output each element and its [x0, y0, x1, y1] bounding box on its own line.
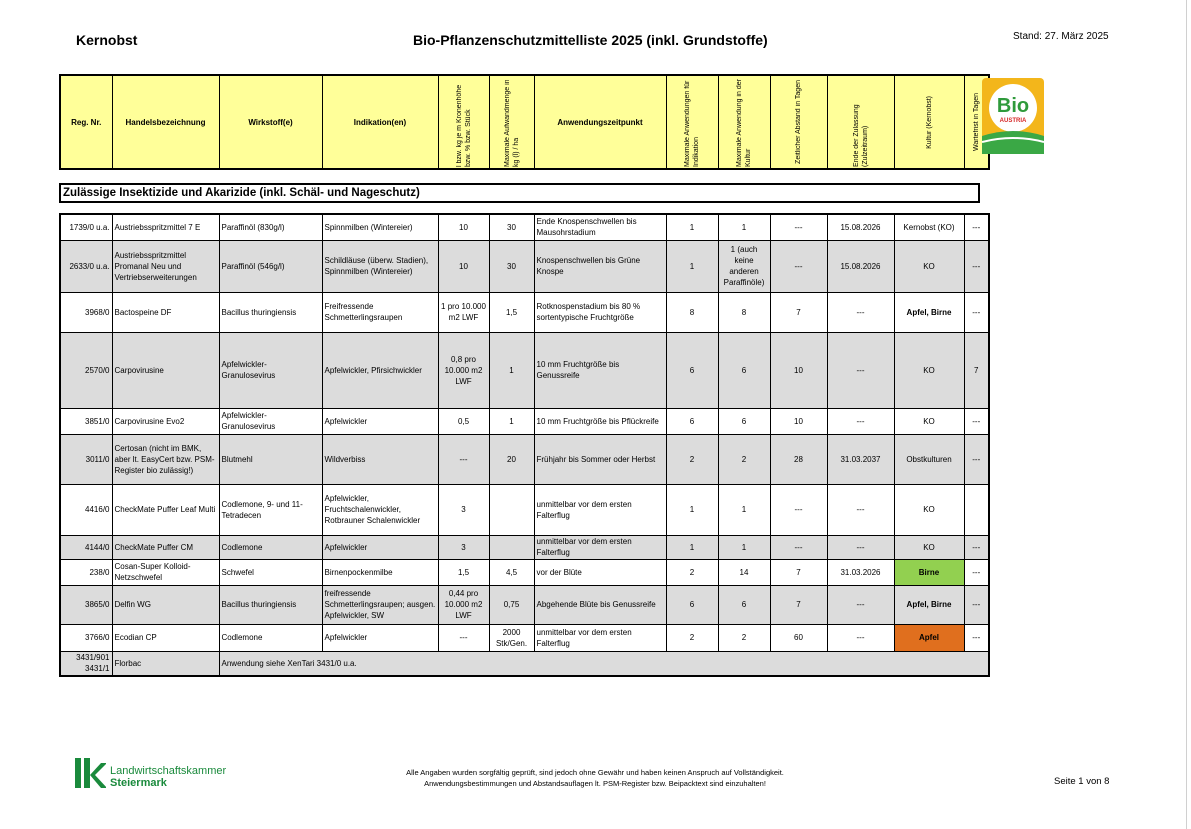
lk-logo-icon: [74, 757, 106, 794]
max-crop: 6: [718, 332, 770, 408]
dose: 0,44 pro 10.000 m2 LWF: [438, 585, 489, 624]
dose: 1 pro 10.000 m2 LWF: [438, 292, 489, 332]
active-substance: Paraffinöl (830g/l): [219, 214, 322, 240]
column-header-table: [59, 74, 990, 170]
max-indication: 1: [666, 214, 718, 240]
section-heading: Zulässige Insektizide und Akarizide (inkl. Schäl- und Nageschutz): [59, 183, 980, 203]
active-substance: Bacillus thuringiensis: [219, 292, 322, 332]
culture: KO: [894, 240, 964, 292]
col-interval: Zeitlicher Abstand in Tagen: [770, 75, 827, 169]
table-row: [60, 624, 989, 651]
interval: ---: [770, 214, 827, 240]
waiting-period: ---: [964, 434, 989, 484]
approval-end: ---: [827, 484, 894, 535]
page-edge-line: [1186, 0, 1187, 829]
culture: Kernobst (KO): [894, 214, 964, 240]
usage-note: Anwendung siehe XenTari 3431/0 u.a.: [219, 651, 989, 676]
indication: Apfelwickler, Fruchtschalenwickler, Rotbrauner Schalenwickler: [322, 484, 438, 535]
reg-nr: 3011/0: [60, 434, 112, 484]
table-row: [60, 585, 989, 624]
col-max-amount: Maximale Aufwandmenge in kg (l) / ha: [489, 75, 534, 169]
max-amount: 30: [489, 214, 534, 240]
indication: Apfelwickler: [322, 535, 438, 559]
max-indication: 1: [666, 484, 718, 535]
reg-nr: 3968/0: [60, 292, 112, 332]
max-crop: 8: [718, 292, 770, 332]
interval: 10: [770, 408, 827, 434]
col-indication: Indikation(en): [322, 75, 438, 169]
approval-end: ---: [827, 535, 894, 559]
col-culture: Kultur (Kernobst): [894, 75, 964, 169]
svg-text:Bio: Bio: [996, 95, 1030, 117]
indication: Spinnmilben (Wintereier): [322, 214, 438, 240]
timing: unmittelbar vor dem ersten Falterflug: [534, 624, 666, 651]
footer-line1: Alle Angaben wurden sorgfältig geprüft, sind jedoch ohne Gewähr und haben keinen Anspruch auf Vollständigkeit.: [406, 768, 784, 777]
interval: 7: [770, 292, 827, 332]
reg-nr: 1739/0 u.a.: [60, 214, 112, 240]
max-crop: 2: [718, 624, 770, 651]
trade-name: Delfin WG: [112, 585, 219, 624]
max-amount: 1: [489, 408, 534, 434]
status-date: Stand: 27. März 2025: [1013, 31, 1109, 42]
col-waiting-period: Wartefrist in Tagen: [964, 75, 989, 169]
max-crop: 1: [718, 214, 770, 240]
dose: ---: [438, 434, 489, 484]
reg-nr: 4416/0: [60, 484, 112, 535]
page-title: Bio-Pflanzenschutzmittelliste 2025 (inkl. Grundstoffe): [413, 32, 768, 48]
table-row: [60, 240, 989, 292]
dose: 1,5: [438, 559, 489, 585]
timing: Rotknospenstadium bis 80 % sortentypische Fruchtgröße: [534, 292, 666, 332]
timing: Frühjahr bis Sommer oder Herbst: [534, 434, 666, 484]
max-indication: 1: [666, 240, 718, 292]
indication: Birnenpockenmilbe: [322, 559, 438, 585]
page-number: Seite 1 von 8: [1054, 776, 1110, 787]
waiting-period: 7: [964, 332, 989, 408]
max-indication: 2: [666, 559, 718, 585]
timing: Knospenschwellen bis Grüne Knospe: [534, 240, 666, 292]
indication: freifressende Schmetterlingsraupen; ausgen. Apfelwickler, SW: [322, 585, 438, 624]
active-substance: Apfelwickler-Granulosevirus: [219, 408, 322, 434]
max-amount: [489, 484, 534, 535]
trade-name: CheckMate Puffer CM: [112, 535, 219, 559]
max-crop: 1 (auch keine anderen Paraffinöle): [718, 240, 770, 292]
reg-nr: 3431/901 3431/1: [60, 651, 112, 676]
dose: 0,5: [438, 408, 489, 434]
max-indication: 2: [666, 624, 718, 651]
timing: unmittelbar vor dem ersten Falterflug: [534, 535, 666, 559]
interval: ---: [770, 535, 827, 559]
table-row: [60, 559, 989, 585]
trade-name: Florbac: [112, 651, 219, 676]
interval: 28: [770, 434, 827, 484]
max-indication: 2: [666, 434, 718, 484]
table-row: [60, 332, 989, 408]
timing: unmittelbar vor dem ersten Falterflug: [534, 484, 666, 535]
max-crop: 1: [718, 484, 770, 535]
interval: 7: [770, 585, 827, 624]
col-dose: l bzw. kg je m Kronenhöhe bzw. % bzw. Stück: [438, 75, 489, 169]
indication: Apfelwickler: [322, 408, 438, 434]
dose: 3: [438, 484, 489, 535]
col-reg-nr: Reg. Nr.: [60, 75, 112, 169]
active-substance: Apfelwickler-Granulosevirus: [219, 332, 322, 408]
table-row: [60, 292, 989, 332]
trade-name: Bactospeine DF: [112, 292, 219, 332]
timing: 10 mm Fruchtgröße bis Pflückreife: [534, 408, 666, 434]
culture: Apfel, Birne: [894, 292, 964, 332]
culture: KO: [894, 332, 964, 408]
trade-name: Austriebsspritzmittel Promanal Neu und Vertriebserweiterungen: [112, 240, 219, 292]
dose: 3: [438, 535, 489, 559]
active-substance: Codlemone, 9- und 11-Tetradecen: [219, 484, 322, 535]
timing: Ende Knospenschwellen bis Mausohrstadium: [534, 214, 666, 240]
dose: ---: [438, 624, 489, 651]
waiting-period: ---: [964, 535, 989, 559]
approval-end: 31.03.2026: [827, 559, 894, 585]
culture: KO: [894, 408, 964, 434]
approval-end: ---: [827, 624, 894, 651]
interval: 10: [770, 332, 827, 408]
table-row: [60, 535, 989, 559]
max-indication: 1: [666, 535, 718, 559]
max-crop: 1: [718, 535, 770, 559]
svg-text:AUSTRIA: AUSTRIA: [999, 118, 1027, 124]
culture: Apfel, Birne: [894, 585, 964, 624]
culture: KO: [894, 484, 964, 535]
indication: Wildverbiss: [322, 434, 438, 484]
dose: 0,8 pro 10.000 m2 LWF: [438, 332, 489, 408]
reg-nr: 3851/0: [60, 408, 112, 434]
approval-end: 15.08.2026: [827, 240, 894, 292]
reg-nr: 3865/0: [60, 585, 112, 624]
table-row: [60, 214, 989, 240]
col-active-substance: Wirkstoff(e): [219, 75, 322, 169]
table-row: [60, 651, 989, 676]
approval-end: ---: [827, 332, 894, 408]
waiting-period: ---: [964, 240, 989, 292]
table-row: [60, 434, 989, 484]
max-amount: 4,5: [489, 559, 534, 585]
reg-nr: 2633/0 u.a.: [60, 240, 112, 292]
trade-name: Carpovirusine: [112, 332, 219, 408]
interval: 60: [770, 624, 827, 651]
bio-austria-logo: [982, 78, 1044, 154]
culture: Birne: [894, 559, 964, 585]
reg-nr: 2570/0: [60, 332, 112, 408]
active-substance: Bacillus thuringiensis: [219, 585, 322, 624]
lk-name-line1: Landwirtschaftskammer: [110, 765, 227, 777]
active-substance: Codlemone: [219, 624, 322, 651]
max-indication: 6: [666, 585, 718, 624]
reg-nr: 4144/0: [60, 535, 112, 559]
table-row: [60, 484, 989, 535]
waiting-period: ---: [964, 408, 989, 434]
max-indication: 6: [666, 332, 718, 408]
product-table: [59, 213, 990, 677]
timing: vor der Blüte: [534, 559, 666, 585]
active-substance: Paraffinöl (546g/l): [219, 240, 322, 292]
max-crop: 6: [718, 585, 770, 624]
crop-heading: Kernobst: [76, 32, 138, 48]
indication: Freifressende Schmetterlingsraupen: [322, 292, 438, 332]
max-amount: 0,75: [489, 585, 534, 624]
indication: Apfelwickler: [322, 624, 438, 651]
approval-end: 31.03.2037: [827, 434, 894, 484]
dose: 10: [438, 240, 489, 292]
interval: ---: [770, 240, 827, 292]
max-indication: 8: [666, 292, 718, 332]
waiting-period: ---: [964, 214, 989, 240]
max-amount: 2000 Stk/Gen.: [489, 624, 534, 651]
max-amount: 30: [489, 240, 534, 292]
max-crop: 6: [718, 408, 770, 434]
timing: 10 mm Fruchtgröße bis Genussreife: [534, 332, 666, 408]
max-indication: 6: [666, 408, 718, 434]
trade-name: Ecodian CP: [112, 624, 219, 651]
culture: Apfel: [894, 624, 964, 651]
waiting-period: ---: [964, 292, 989, 332]
interval: ---: [770, 484, 827, 535]
dose: 10: [438, 214, 489, 240]
active-substance: Codlemone: [219, 535, 322, 559]
max-amount: 1,5: [489, 292, 534, 332]
trade-name: CheckMate Puffer Leaf Multi: [112, 484, 219, 535]
reg-nr: 238/0: [60, 559, 112, 585]
max-crop: 2: [718, 434, 770, 484]
waiting-period: ---: [964, 559, 989, 585]
interval: 7: [770, 559, 827, 585]
approval-end: ---: [827, 585, 894, 624]
col-timing: Anwendungszeitpunkt: [534, 75, 666, 169]
waiting-period: ---: [964, 624, 989, 651]
approval-end: 15.08.2026: [827, 214, 894, 240]
waiting-period: ---: [964, 585, 989, 624]
max-amount: [489, 535, 534, 559]
lk-name-line2: Steiermark: [110, 777, 167, 789]
culture: Obstkulturen: [894, 434, 964, 484]
culture: KO: [894, 535, 964, 559]
reg-nr: 3766/0: [60, 624, 112, 651]
trade-name: Carpovirusine Evo2: [112, 408, 219, 434]
footer-line2: Anwendungsbestimmungen und Abstandsauflagen lt. PSM-Register bzw. Beipacktext sind einzuhalten!: [424, 779, 766, 788]
trade-name: Certosan (nicht im BMK, aber lt. EasyCert bzw. PSM-Register bio zulässig!): [112, 434, 219, 484]
col-max-indication: Maximale Anwendungen für Indikation: [666, 75, 718, 169]
max-amount: 1: [489, 332, 534, 408]
active-substance: Blutmehl: [219, 434, 322, 484]
indication: Apfelwickler, Pfirsichwickler: [322, 332, 438, 408]
max-crop: 14: [718, 559, 770, 585]
table-row: [60, 408, 989, 434]
trade-name: Austriebsspritzmittel 7 E: [112, 214, 219, 240]
approval-end: ---: [827, 292, 894, 332]
waiting-period: [964, 484, 989, 535]
approval-end: ---: [827, 408, 894, 434]
col-approval-end: Ende der Zulassung (Zulzeitraum): [827, 75, 894, 169]
trade-name: Cosan-Super Kolloid-Netzschwefel: [112, 559, 219, 585]
footer-disclaimer: [330, 767, 860, 789]
active-substance: Schwefel: [219, 559, 322, 585]
timing: Abgehende Blüte bis Genussreife: [534, 585, 666, 624]
col-max-crop: Maximale Anwendung in der Kultur: [718, 75, 770, 169]
col-trade-name: Handelsbezeichnung: [112, 75, 219, 169]
indication: Schildläuse (überw. Stadien), Spinnmilben (Wintereier): [322, 240, 438, 292]
max-amount: 20: [489, 434, 534, 484]
